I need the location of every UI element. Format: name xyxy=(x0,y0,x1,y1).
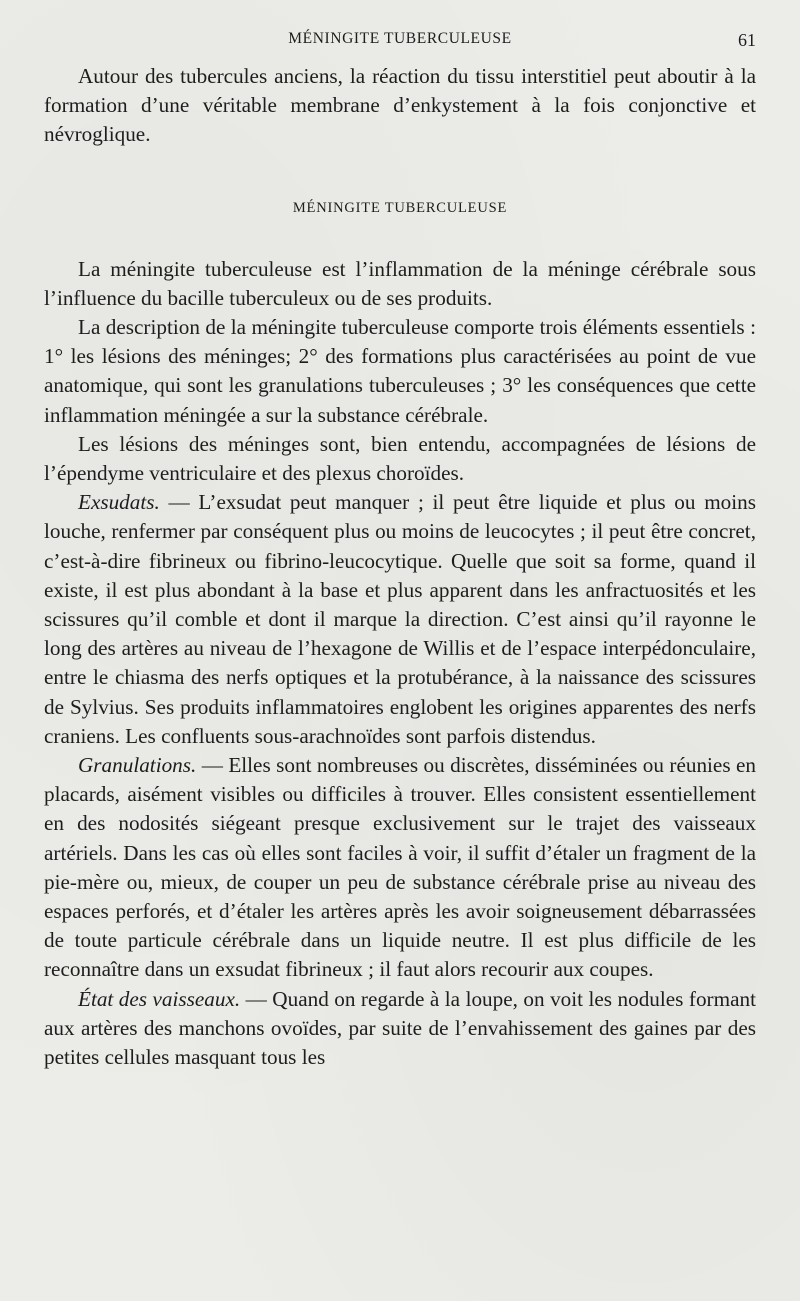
running-head xyxy=(44,30,756,54)
page-number: 61 xyxy=(738,30,756,50)
paragraph-lead: Exsudats. xyxy=(78,490,160,515)
section-heading: MÉNINGITE TUBERCULEUSE xyxy=(292,199,508,216)
paragraph-exsudats xyxy=(44,488,756,751)
body-text xyxy=(44,62,756,1072)
paragraph-text: Les lésions des méninges sont, bien entendu, accompagnées de lésions de l’épendyme ventriculaire et des plexus choroïdes. xyxy=(44,431,756,486)
paragraph-text: — L’exsudat peut manquer ; il peut être liquide et plus ou moins louche, renfermer par conséquent plus ou moins de leucocytes ; il peut être concret, c’est-à-dire fibrineux ou fibrino-leucocytique. Quelle que soit sa forme, quand il existe, il est plus abondant à la base et plus apparent dans les anfractuosités et les scissures qu’il comble et dont il marque la direction. C’est ainsi qu’il rayonne le long des artères au niveau de l’hexagone de Willis et de l’espace interpédonculaire, entre le chiasma des nerfs optiques et la protubérance, à la naissance des scissures de Sylvius. Ses produits inflammatoires englobent les origines apparentes des nerfs craniens. Les confluents sous-arachnoïdes sont parfois distendus. xyxy=(44,490,756,748)
intro-paragraph: Autour des tubercules anciens, la réaction du tissu interstitiel peut aboutir à la formation d’une véritable membrane d’enkystement à la fois conjonctive et névroglique. xyxy=(44,64,756,147)
paragraph-lesions xyxy=(44,430,756,488)
paragraph-text: — Elles sont nombreuses ou discrètes, disséminées ou réunies en placards, aisément visibles ou difficiles à trouver. Elles consistent essentiellement en des nodosités siégeant presque exclusivement sur le trajet des vaisseaux artériels. Dans les cas où elles sont faciles à voir, il suffit d’étaler un fragment de la pie-mère ou, mieux, de couper un peu de substance cérébrale prise au niveau des espaces perforés, et d’étaler les artères après les avoir soigneusement débarrassées de toute particule cérébrale dans un liquide neutre. Il est plus difficile de les reconnaître dans un exsudat fibrineux ; il faut alors recourir aux coupes. xyxy=(44,753,756,982)
paragraph-lead: Granulations. xyxy=(78,753,197,778)
running-title: MÉNINGITE TUBERCULEUSE xyxy=(288,30,512,47)
paragraph-text: La méningite tuberculeuse est l’inflammation de la méninge cérébrale sous l’influence du bacille tuberculeux ou de ses produits. xyxy=(44,256,756,310)
paragraph-granulations xyxy=(44,751,756,985)
paragraph-lead: État des vaisseaux. xyxy=(78,986,241,1011)
paragraph-definition xyxy=(44,255,756,313)
paragraph-text: La description de la méningite tuberculeuse comporte trois éléments essentiels : 1° les lésions des méninges; 2° des formations plus caractérisées au point de vue anatomique, qui sont les granulations tuberculeuses ; 3° les conséquences que cette inflammation méningée a sur la substance cérébrale. xyxy=(44,315,756,427)
paragraph-description xyxy=(44,313,756,430)
paragraph-vaisseaux xyxy=(44,985,756,1073)
paragraph-text: — Quand on regarde à la loupe, on voit les nodules formant aux artères des manchons ovoïdes, par suite de l’envahissement des gaines par des petites cellules masquant tous les xyxy=(44,986,756,1070)
